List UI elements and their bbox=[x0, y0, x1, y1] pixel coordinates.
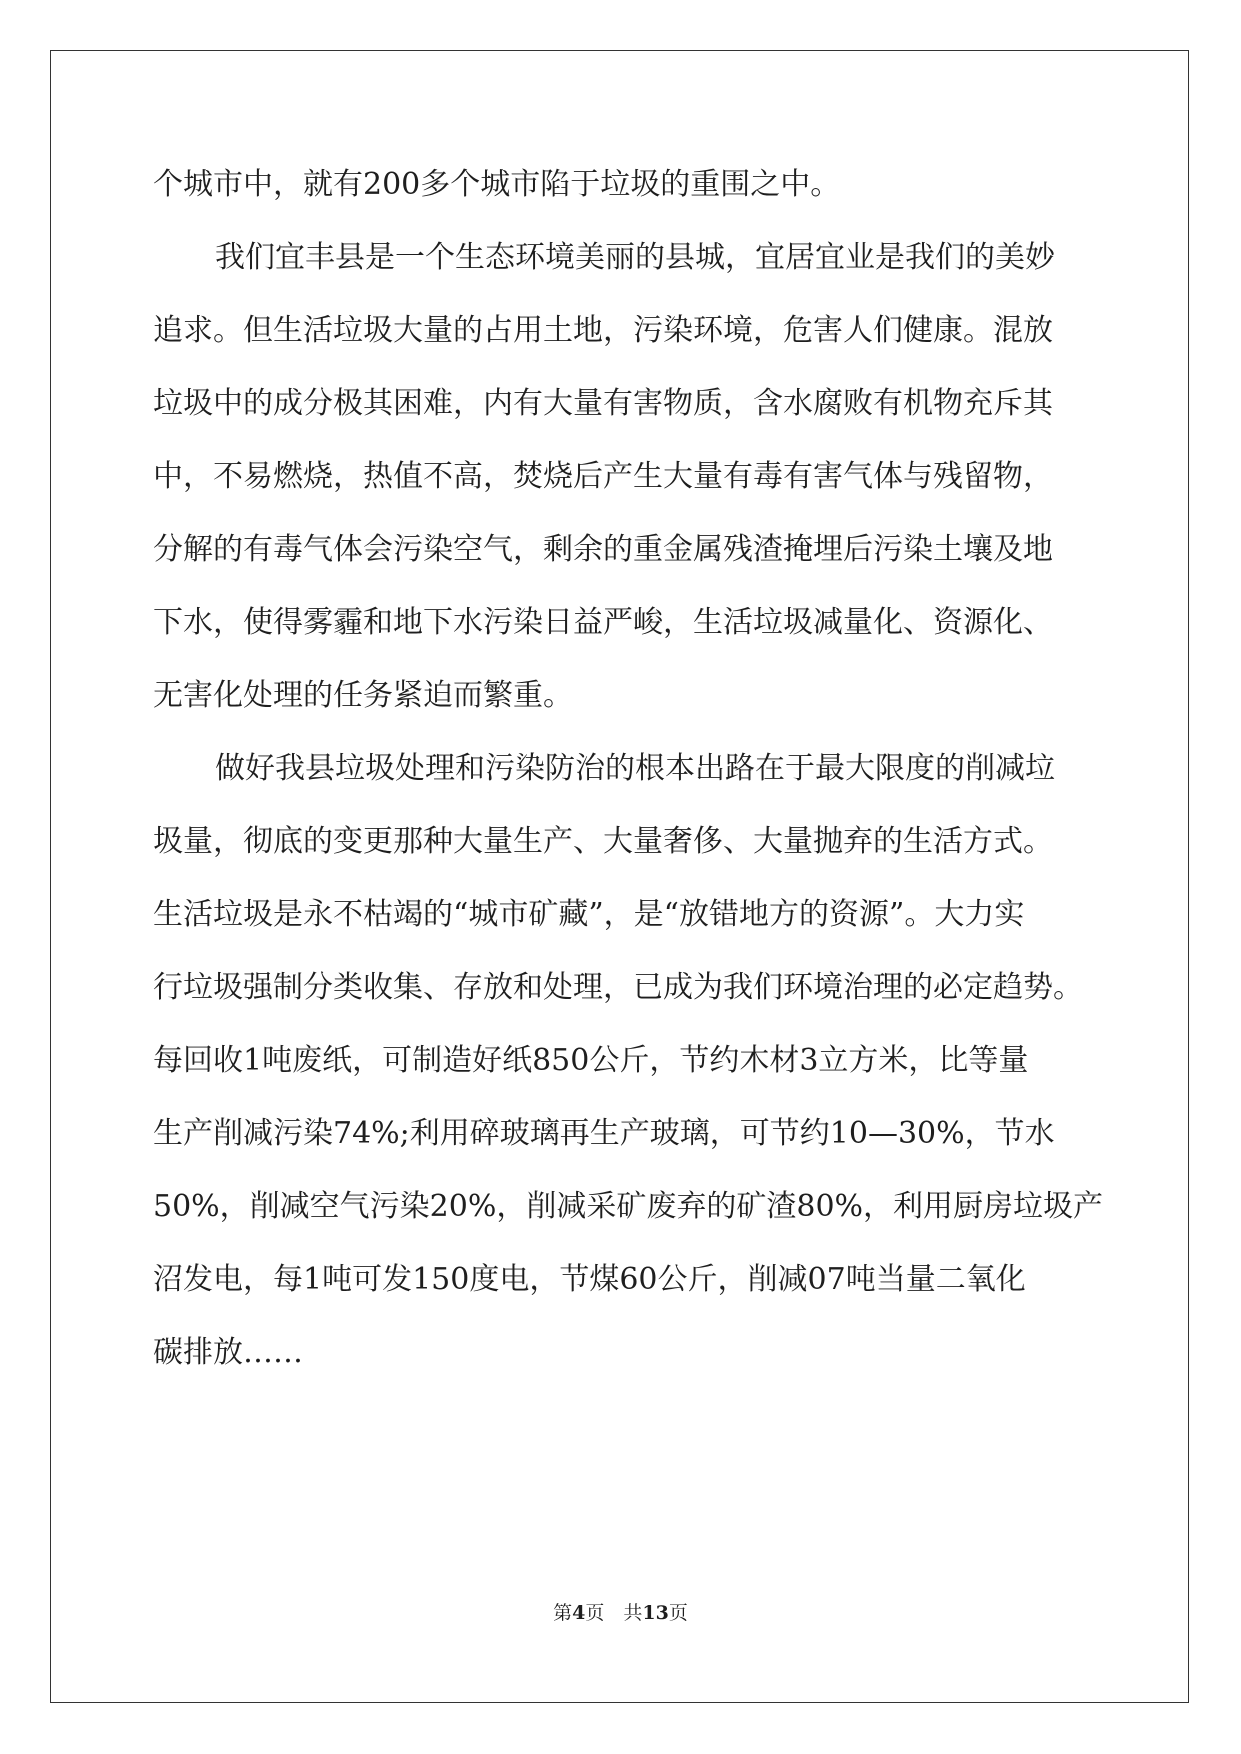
page-total-number: 13 bbox=[642, 1602, 669, 1624]
text-line: 中，不易燃烧，热值不高，焚烧后产生大量有毒有害气体与残留物， bbox=[153, 459, 1053, 494]
text-line: 垃圾中的成分极其困难，内有大量有害物质，含水腐败有机物充斥其 bbox=[153, 386, 1053, 421]
page-footer bbox=[0, 1598, 1241, 1625]
text-line: 沼发电，每1吨可发150度电，节煤60公斤，削减07吨当量二氧化 bbox=[153, 1262, 1026, 1297]
page-prefix: 第 bbox=[553, 1602, 573, 1624]
text-line: 分解的有毒气体会污染空气，剩余的重金属残渣掩埋后污染土壤及地 bbox=[153, 532, 1053, 567]
text-line: 行垃圾强制分类收集、存放和处理，已成为我们环境治理的必定趋势。 bbox=[153, 970, 1083, 1005]
text-line: 每回收1吨废纸，可制造好纸850公斤，节约木材3立方米，比等量 bbox=[153, 1043, 1029, 1078]
text-line: 圾量，彻底的变更那种大量生产、大量奢侈、大量抛弃的生活方式。 bbox=[153, 824, 1053, 859]
text-line: 无害化处理的任务紧迫而繁重。 bbox=[153, 678, 573, 713]
text-line: 生产削减污染74%;利用碎玻璃再生产玻璃，可节约10—30%，节水 bbox=[153, 1116, 1055, 1151]
page-border bbox=[50, 50, 1189, 1703]
text-line: 生活垃圾是永不枯竭的“城市矿藏”，是“放错地方的资源”。大力实 bbox=[153, 897, 1025, 932]
page-mid: 页 共 bbox=[585, 1602, 643, 1624]
text-line: 追求。但生活垃圾大量的占用土地，污染环境，危害人们健康。混放 bbox=[153, 313, 1053, 348]
paragraph-start-line: 我们宜丰县是一个生态环境美丽的县城，宜居宜业是我们的美妙 bbox=[215, 240, 1055, 275]
paragraph-start-line: 做好我县垃圾处理和污染防治的根本出路在于最大限度的削减垃 bbox=[215, 751, 1055, 786]
text-line: 50%，削减空气污染20%，削减采矿废弃的矿渣80%，利用厨房垃圾产 bbox=[153, 1189, 1104, 1224]
text-line: 下水，使得雾霾和地下水污染日益严峻，生活垃圾减量化、资源化、 bbox=[153, 605, 1053, 640]
text-line: 碳排放…… bbox=[153, 1335, 303, 1370]
page-suffix: 页 bbox=[668, 1602, 688, 1624]
text-line: 个城市中，就有200多个城市陷于垃圾的重围之中。 bbox=[153, 167, 841, 202]
page-current-number: 4 bbox=[572, 1602, 586, 1624]
